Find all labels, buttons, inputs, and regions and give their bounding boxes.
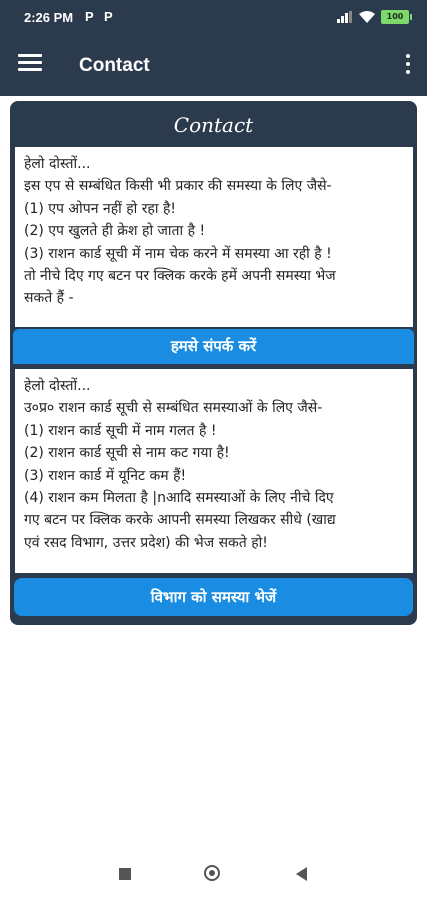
info-line: (3) राशन कार्ड में यूनिट कम हैं! — [24, 467, 187, 484]
contact-card — [10, 101, 417, 625]
battery-icon: 100 — [381, 10, 409, 24]
card-header: Contact — [173, 113, 254, 137]
hamburger-menu-icon[interactable] — [18, 54, 42, 78]
page-title: Contact — [79, 55, 150, 76]
info-line: (4) राशन कम मिलता है |nआदि समस्याओं के लिए नीचे दिए — [24, 490, 334, 507]
triangle-back-icon[interactable] — [296, 867, 307, 881]
info-line: उ०प्र० राशन कार्ड सूची से सम्बंधित समस्याओं के लिए जैसे- — [24, 400, 323, 417]
wifi-icon — [359, 11, 375, 23]
status-bar — [0, 0, 427, 36]
app-bar — [0, 36, 427, 96]
info-line: इस एप से सम्बंधित किसी भी प्रकार की समस्या के लिए जैसे- — [24, 178, 332, 195]
info-line: (1) राशन कार्ड सूची में नाम गलत है ! — [24, 422, 217, 439]
info-line: सकते हैं - — [24, 290, 74, 307]
info-panel-app — [15, 147, 413, 327]
info-line: (2) राशन कार्ड सूची से नाम कट गया है! — [24, 445, 230, 462]
more-vert-icon[interactable] — [403, 54, 413, 80]
status-indicators — [337, 10, 409, 24]
info-line: तो नीचे दिए गए बटन पर क्लिक करके हमें अपनी समस्या भेज — [24, 268, 336, 285]
info-line: हेलो दोस्तों... — [24, 378, 91, 394]
contact-us-button[interactable]: हमसे संपर्क करें — [13, 329, 414, 364]
system-nav-bar — [0, 850, 427, 900]
info-line: (3) राशन कार्ड सूची में नाम चेक करने में समस्या आ रही है ! — [24, 245, 332, 262]
info-line: एवं रसद विभाग, उत्तर प्रदेश) की भेज सकते हो! — [24, 534, 268, 551]
info-line: (2) एप खुलते ही क्रेश हो जाता है ! — [24, 223, 206, 240]
signal-icon — [337, 11, 353, 23]
square-recents-icon[interactable] — [119, 868, 131, 880]
notification-app-icon: P — [104, 9, 113, 24]
circle-home-icon[interactable] — [204, 865, 220, 881]
status-time: 2:26 PM — [24, 10, 74, 25]
send-to-department-button[interactable]: विभाग को समस्या भेजें — [14, 578, 413, 616]
info-line: हेलो दोस्तों... — [24, 156, 91, 172]
info-line: गए बटन पर क्लिक करके आपनी समस्या लिखकर सीधे (खाद्य — [24, 512, 336, 529]
notification-app-icon: P — [85, 9, 94, 24]
info-line: (1) एप ओपन नहीं हो रहा है! — [24, 200, 176, 217]
info-panel-department — [15, 369, 413, 573]
